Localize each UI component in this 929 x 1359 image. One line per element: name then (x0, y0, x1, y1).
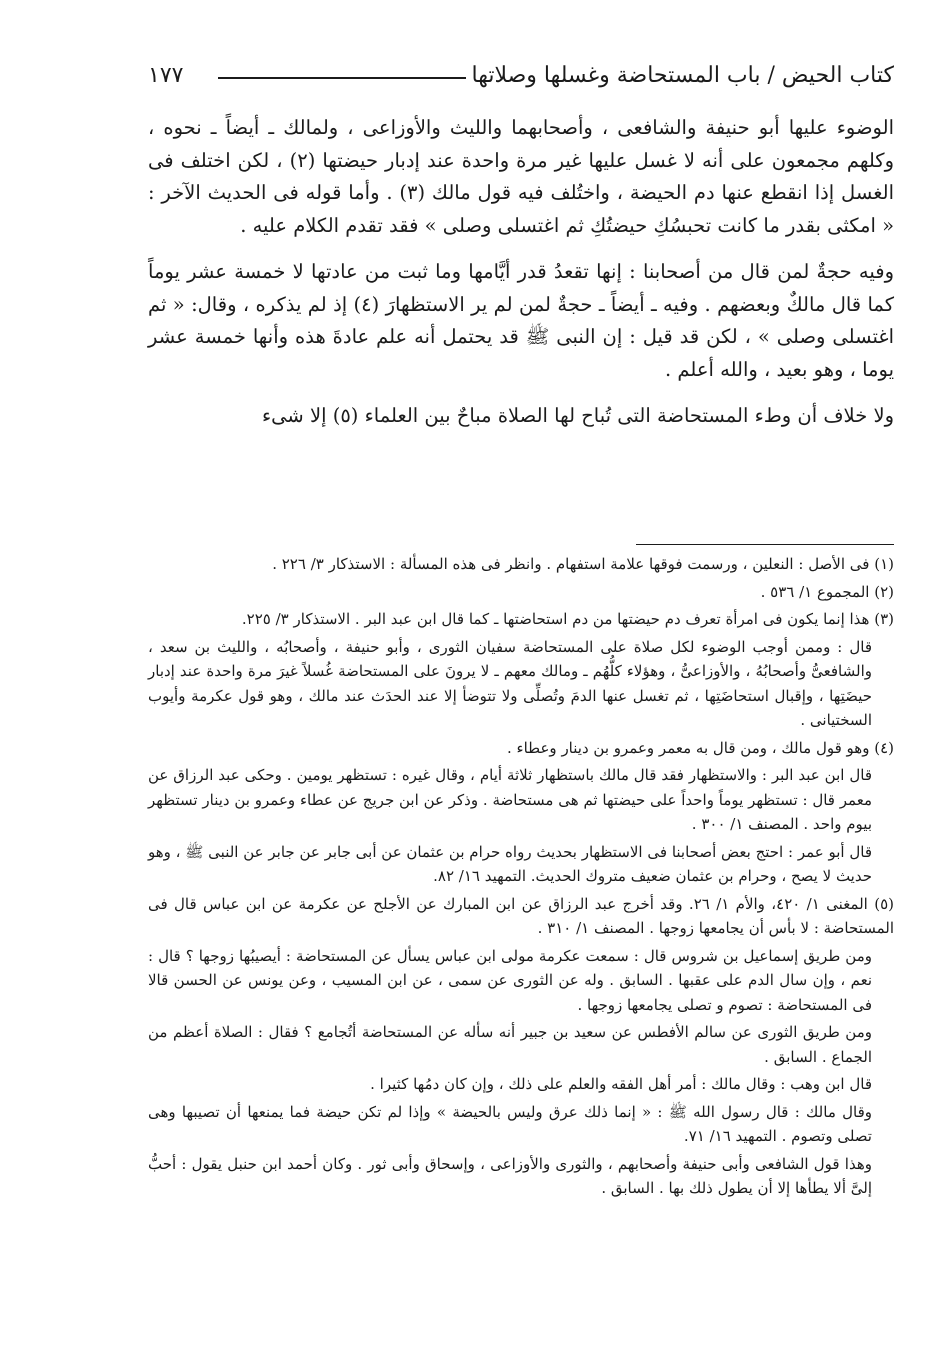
running-header (148, 60, 894, 96)
page-number: ١٧٧ (148, 63, 184, 88)
footnote: (٤) وهو قول مالك ، ومن قال به معمر وعمرو بن دينار وعطاء . (507, 738, 894, 757)
footnote: (٥) المغنى ١/ ٤٢٠، والأم ١/ ٢٦. وقد أخرج عبد الرزاق عن ابن المبارك عن الأجلح عن عكرمة عن ابن عباس قال فى المستحاضة : لا بأس أن يجامعها زوجها . المصنف ١/ ٣١٠ . (148, 894, 894, 937)
paragraph: وفيه حجةٌ لمن قال من أصحابنا : إنها تقعدُ قدر أيَّامها وما ثبت من عادتها لا خمسة عشر يوماً كما قال مالكٌ وبعضهم . وفيه ـ أيضاً ـ حجةٌ لمن لم ير الاستظهارَ (٤) إذ لم يذكره ، وقال: « ثم اغتسلى وصلى » ، لكن قد قيل : إن النبى ﷺ قد يحتمل أنه علم عادةَ هذه وأنها خمسة عشر يوما ، وهو بعيد ، والله أعلم . (148, 260, 894, 381)
paragraph: ولا خلاف أن وطء المستحاضة التى تُباح لها الصلاة مباحٌ بين العلماء (٥) إلا شىء (262, 404, 894, 427)
footnote: (٣) هذا إنما يكون فى امرأة تعرف دم حيضتها من دم استحاضتها ـ كما قال ابن عبد البر . الاستذكار ٣/ ٢٢٥. (241, 610, 894, 628)
footnote-continuation: ومن طريق الثورى عن سالم الأفطس عن سعيد بن جبير أنه سأله عن المستحاضة أتُجامع ؟ فقال : الصلاة أعظم من الجماع . السابق . (148, 1023, 872, 1066)
footnote-continuation: ومن طريق إسماعيل بن شروس قال : سمعت عكرمة مولى ابن عباس يسأل عن المستحاضة : أيصيبُها زوجها ؟ قال : نعم ، وإن سال الدم على عقبها . السابق . وله عن الثورى عن سمى ، عن ابن المسيب ، وعن يونس عن الحسن قالا فى المستحاضة : تصوم و تصلى يجامعها زوجها . (148, 946, 872, 1014)
footnote-continuation: قال ابن وهب : وقال مالك : أمر أهل الفقه والعلم على ذلك ، وإن كان دمُها كثيرا . (370, 1075, 872, 1093)
chapter-title: كتاب الحيض / باب المستحاضة وغسلها وصلاتها (471, 63, 894, 88)
footnote-continuation: وقال مالك : قال رسول الله ﷺ : « إنما ذلك عرق وليس بالحيضة » وإذا لم تكن حيضة فما يمنعها أن تصيبها وهى تصلى وتصوم . التمهيد ١٦/ ٧١. (148, 1102, 872, 1145)
footnotes (148, 552, 894, 1204)
header-rule (218, 77, 466, 79)
footnote: (١) فى الأصل : النعلين ، ورسمت فوقها علامة استفهام . وانظر فى هذه المسألة : الاستذكار ٣/ ٢٢٦ . (272, 555, 894, 573)
footnote-continuation: قال : وممن أوجب الوضوء لكل صلاة على المستحاضة سفيان الثورى ، وأبو حنيفة ، وأصحابُه ، والليث بن سعد ، والشافعىُّ وأصحابُهُ ، والأوزاعىُّ ، وهؤلاء كلُّهُم ـ ومالك معهم ـ لا يرونَ على المستحاضة غُسلاً غيرَ مرة واحدة عند إدبار حيضَتِها ، وإقبال استحاضَتِها ، ثم تغسل عنها الدمَ وتُصلِّى ولا تتوضأ إلا عند الحدَث عند مالك ، وهو قول عكرمة وأيوب السختيانى . (148, 637, 872, 729)
footnote-separator (636, 544, 894, 545)
footnote-continuation: قال أبو عمر : احتج بعض أصحابنا فى الاستظهار بحديث رواه حرام بن عثمان عن أبى جابر عن جابر عن النبى ﷺ ، وهو حديث لا يصح ، وحرام بن عثمان ضعيف متروك الحديث. التمهيد ١٦/ ٨٢. (148, 842, 872, 885)
paragraph: الوضوء عليها أبو حنيفة والشافعى ، وأصحابهما والليث والأوزاعى ، ولمالك ـ أيضاً ـ نحوه ، وكلهم مجمعون على أنه لا غسل عليها غير مرة واحدة عند إدبار حيضتها (٢) ، لكن اختلف فى الغسل إذا انقطع عنها دم الحيضة ، واختُلف فيه قول مالك (٣) . وأما قوله فى الحديث الآخر : « امكثى بقدر ما كانت تحبسُكِ حيضتُكِ ثم اغتسلى وصلى » فقد تقدم الكلام عليه . (148, 116, 894, 237)
main-text (148, 112, 894, 433)
footnote-continuation: قال ابن عبد البر : والاستظهار فقد قال مالك باستظهار ثلاثة أيام ، وقال غيره : تستظهر يومين . وحكى عبد الرزاق عن معمر قال : تستظهر يوماً واحداً على حيضتها ثم هى مستحاضة . وذكر عن ابن جريج عن عطاء وعمرو بن دينار تستظهر بيوم واحد . المصنف ١/ ٣٠٠ . (148, 766, 872, 833)
footnote: (٢) المجموع ١/ ٥٣٦ . (760, 582, 894, 601)
footnote-continuation: وهذا قول الشافعى وأبى حنيفة وأصحابهم ، والثورى والأوزاعى ، وإسحاق وأبى ثور . وكان أحمد ابن حنبل يقول : أحبُّ إلىَّ ألا يطأها إلا أن يطول ذلك بها . السابق . (148, 1154, 872, 1197)
